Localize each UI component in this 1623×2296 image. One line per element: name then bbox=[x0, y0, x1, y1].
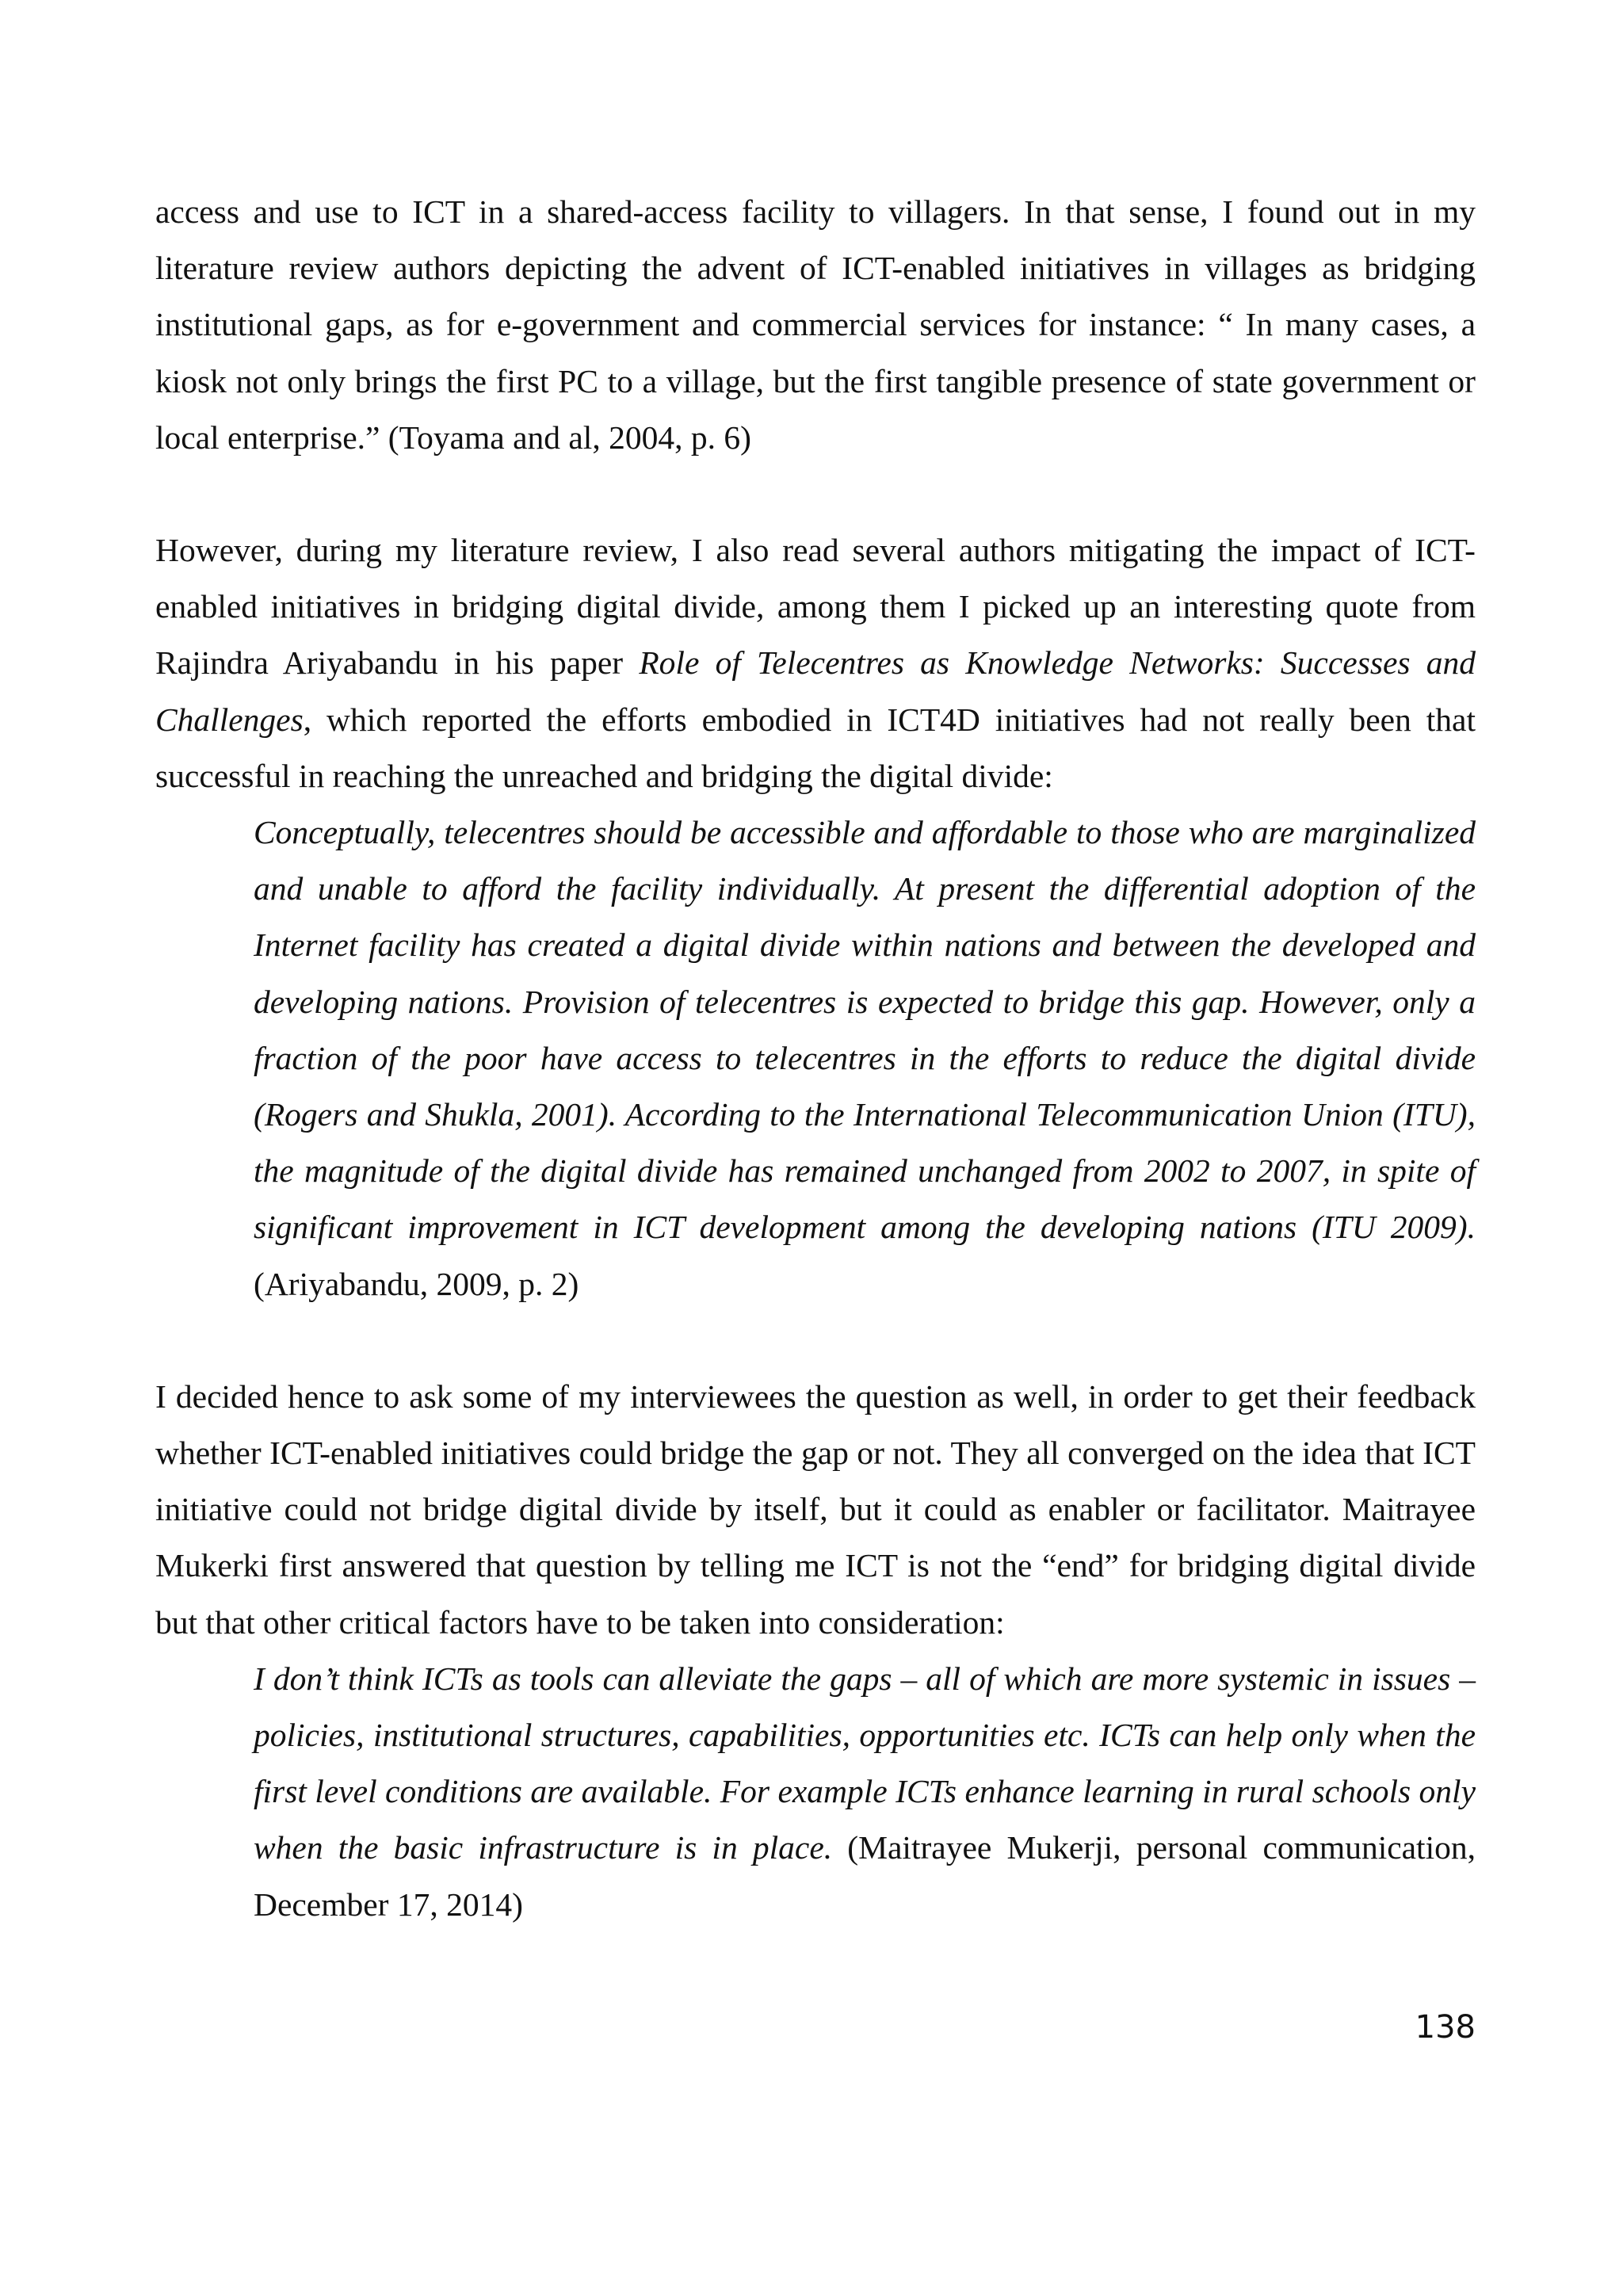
page-number: 138 bbox=[1415, 2009, 1476, 2046]
paragraph-text: However, during my literature review, I also read several authors mitigating the impact of ICT-enabled initiatives in bridging digital divide, among them I picked up an interesting quote from Rajindra Ariyabandu in his paper bbox=[155, 532, 1476, 682]
quote-text: I don’t think ICTs as tools can alleviate the gaps – all of which are more systemic in issues – policies, institutional structures, capabilities, opportunities etc. ICTs can help only when the first level conditions are available. For example ICTs enhance learning in rural schools only when the basic infrastructure is in place. bbox=[254, 1660, 1476, 1866]
document-page bbox=[155, 184, 1476, 1933]
paragraph-spacer bbox=[155, 1312, 1476, 1369]
paragraph-toyama-quote: access and use to ICT in a shared-access facility to villagers. In that sense, I found out in my literature review authors depicting the advent of ICT-enabled initiatives in villages as bridging institutional gaps, as for e-government and commercial services for instance: “ In many cases, a kiosk not only brings the first PC to a village, but the first tangible presence of state government or local enterprise.” (Toyama and al, 2004, p. 6) bbox=[155, 193, 1476, 456]
block-quote-mukerji bbox=[254, 1651, 1476, 1933]
quote-citation: (Maitrayee Mukerji, personal communication, December 17, 2014) bbox=[254, 1829, 1476, 1923]
paragraph-interviewees: I decided hence to ask some of my interviewees the question as well, in order to get their feedback whether ICT-enabled initiatives could bridge the gap or not. They all converged on the idea that ICT initiative could not bridge digital divide by itself, but it could as enabler or facilitator. Maitrayee Mukerki first answered that question by telling me ICT is not the “end” for bridging digital divide but that other critical factors have to be taken into consideration: bbox=[155, 1377, 1476, 1641]
paragraph-text: , which reported the efforts embodied in ICT4D initiatives had not really been that successful in reaching the unreached and bridging the digital divide: bbox=[155, 701, 1476, 794]
paragraph-literature-review bbox=[155, 522, 1476, 804]
paper-title: Role of Telecentres as Knowledge Networks: Successes and Challenges bbox=[155, 644, 1476, 738]
quote-citation: (Ariyabandu, 2009, p. 2) bbox=[254, 1265, 579, 1302]
quote-text: Conceptually, telecentres should be accessible and affordable to those who are marginalized and unable to afford the facility individually. At present the differential adoption of the Internet facility has created a digital divide within nations and between the developed and developing nations. Provision of telecentres is expected to bridge this gap. However, only a fraction of the poor have access to telecentres in the efforts to reduce the digital divide (Rogers and Shukla, 2001). According to the International Telecommunication Union (ITU), the magnitude of the digital divide has remained unchanged from 2002 to 2007, in spite of significant improvement in ICT development among the developing nations (ITU 2009). bbox=[254, 814, 1476, 1246]
block-quote-ariyabandu bbox=[254, 804, 1476, 1312]
paragraph-spacer bbox=[155, 466, 1476, 522]
